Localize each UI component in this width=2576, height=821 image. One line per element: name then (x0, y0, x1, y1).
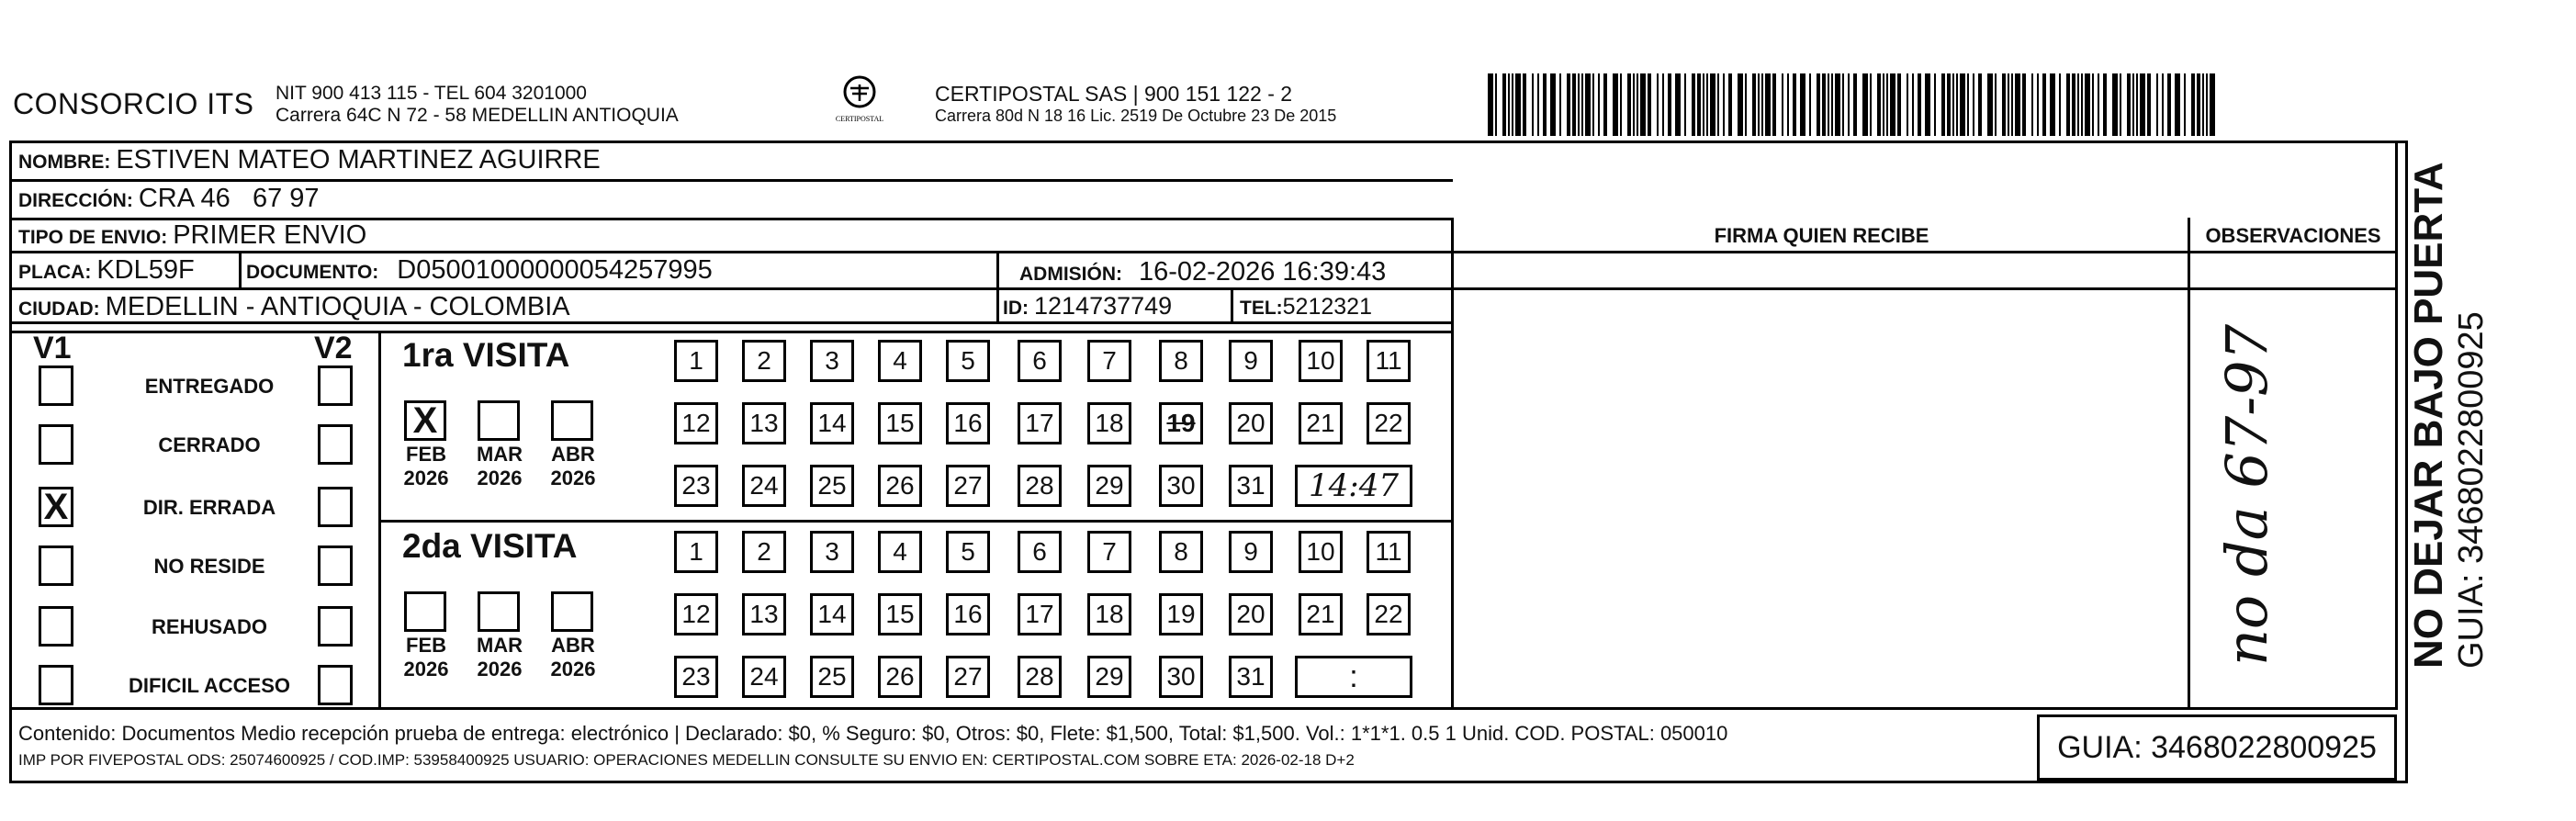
barcode-bar (1640, 73, 1646, 136)
barcode-bar (2042, 73, 2046, 136)
admision-value: 16-02-2026 16:39:43 (1139, 257, 1387, 287)
day-box[interactable]: 4 (878, 340, 922, 382)
v1-header: V1 (33, 331, 72, 366)
id-row (1003, 292, 1172, 321)
v2-checkbox[interactable] (318, 487, 353, 527)
day-box[interactable]: 10 (1299, 531, 1343, 573)
signature-area[interactable] (1456, 253, 2186, 707)
firma-header: FIRMA QUIEN RECIBE (1714, 224, 1929, 247)
documento-label: DOCUMENTO: (246, 262, 379, 283)
day-box[interactable]: 1 (674, 531, 718, 573)
barcode-bar (1752, 73, 1756, 136)
barcode-bar (2127, 73, 2131, 136)
day-box[interactable]: 11 (1367, 340, 1411, 382)
svg-text:CERTIPOSTAL: CERTIPOSTAL (835, 115, 884, 123)
carrier-address: Carrera 80d N 18 16 Lic. 2519 De Octubre 23 De 2015 (935, 107, 1337, 125)
carrier-name: CERTIPOSTAL SAS | 900 151 122 - 2 (935, 82, 1293, 106)
day-box[interactable]: 29 (1087, 465, 1131, 507)
barcode-bar (1532, 73, 1534, 136)
barcode-bar (1488, 73, 1493, 136)
barcode-bar (1692, 73, 1695, 136)
day-box[interactable]: 20 (1229, 593, 1273, 635)
barcode-bar (1567, 73, 1570, 136)
id-label: ID: (1003, 298, 1029, 319)
day-box[interactable]: 21 (1299, 402, 1343, 444)
barcode-bar (1848, 73, 1850, 136)
status-label: ENTREGADO (144, 375, 275, 398)
month-name: MAR (476, 443, 523, 466)
day-box[interactable]: 18 (1087, 593, 1131, 635)
barcode-bar (1728, 73, 1732, 136)
barcode-bar (1758, 73, 1760, 136)
day-box[interactable]: 24 (742, 465, 786, 507)
v2-checkbox[interactable] (318, 424, 353, 465)
day-box[interactable]: 12 (674, 593, 718, 635)
barcode-bar (2081, 73, 2083, 136)
barcode (1488, 73, 2222, 136)
barcode-bar (1822, 73, 1826, 136)
barcode-bar (1907, 73, 1908, 136)
visit-time[interactable]: 14:47 (1295, 465, 1412, 507)
barcode-bar (1995, 73, 1997, 136)
v2-checkbox[interactable] (318, 366, 353, 406)
status-label: REHUSADO (152, 615, 267, 638)
barcode-bar (1537, 73, 1539, 136)
barcode-bar (1502, 73, 1506, 136)
day-box[interactable]: 3 (810, 531, 854, 573)
day-box[interactable]: 29 (1087, 656, 1131, 698)
nombre-label: NOMBRE: (18, 152, 111, 173)
day-box[interactable]: 23 (674, 465, 718, 507)
day-box[interactable]: 21 (1299, 593, 1343, 635)
barcode-bar (1973, 73, 1974, 136)
documento-row (246, 255, 713, 286)
barcode-bar (2072, 73, 2075, 136)
barcode-bar (1817, 73, 1820, 136)
barcode-bar (1912, 73, 1914, 136)
admision-row (1019, 257, 1386, 287)
barcode-bar (1523, 73, 1526, 136)
day-box[interactable]: 6 (1018, 340, 1062, 382)
day-box[interactable]: 1 (674, 340, 718, 382)
v1-checkbox[interactable] (39, 606, 73, 647)
barcode-bar (1987, 73, 1993, 136)
barcode-bar (1853, 73, 1857, 136)
month-year: 2026 (403, 467, 449, 489)
day-box[interactable]: 6 (1018, 531, 1062, 573)
day-box[interactable]: 7 (1087, 531, 1131, 573)
barcode-bar (2210, 73, 2215, 136)
day-box[interactable]: 13 (742, 402, 786, 444)
day-box[interactable]: 22 (1367, 402, 1411, 444)
barcode-bar (1897, 73, 1901, 136)
tel-value: 5212321 (1282, 294, 1372, 320)
side-panel (2406, 162, 2492, 669)
month-year: 2026 (477, 658, 523, 680)
barcode-bar (1793, 73, 1796, 136)
company-nit: NIT 900 413 115 - TEL 604 3201000 (276, 83, 587, 104)
barcode-bar (1952, 73, 1954, 136)
footer-contents: Contenido: Documentos Medio recepción prueba de entrega: electrónico | Declarado: $0, % Seguro: $0, Otros: $0, Flete: $1,500, Total: $1,500. Vol.: 1*1*1. 0.5 1 Unid. COD. POSTAL: 050010 (18, 722, 1728, 745)
v1-checkbox[interactable] (39, 545, 73, 586)
barcode-bar (1723, 73, 1725, 136)
day-box[interactable]: 16 (946, 402, 990, 444)
barcode-bar (1717, 73, 1719, 136)
v1-checkbox[interactable] (39, 424, 73, 465)
barcode-bar (1877, 73, 1881, 136)
v1-checkbox[interactable] (39, 366, 73, 406)
v1-checkbox[interactable]: X (39, 487, 73, 527)
documento-value: D05001000000054257995 (397, 255, 713, 285)
month-label (389, 443, 463, 490)
barcode-bar (1886, 73, 1888, 136)
day-box[interactable]: 11 (1367, 531, 1411, 573)
barcode-bar (1675, 73, 1681, 136)
month-checkbox[interactable]: X (404, 400, 446, 441)
month-year: 2026 (477, 467, 523, 489)
day-box[interactable]: 14 (810, 402, 854, 444)
barcode-bar (1592, 73, 1594, 136)
day-box[interactable]: 9 (1229, 531, 1273, 573)
barcode-bar (1620, 73, 1622, 136)
barcode-bar (2015, 73, 2020, 136)
barcode-bar (1828, 73, 1829, 136)
day-box[interactable]: 10 (1299, 340, 1343, 382)
placa-label: PLACA: (18, 262, 92, 283)
barcode-bar (2050, 73, 2055, 136)
barcode-bar (1508, 73, 1510, 136)
barcode-bar (2031, 73, 2033, 136)
barcode-bar (2167, 73, 2171, 136)
day-box[interactable]: 20 (1229, 402, 1273, 444)
barcode-bar (1772, 73, 1776, 136)
month-name: MAR (476, 634, 523, 657)
no-dejar-warning: NO DEJAR BAJO PUERTA (2406, 162, 2451, 669)
day-box[interactable]: 28 (1018, 465, 1062, 507)
day-box[interactable]: 19 (1159, 593, 1203, 635)
barcode-bar (1637, 73, 1638, 136)
tipo-value: PRIMER ENVIO (173, 220, 367, 250)
barcode-bar (2092, 73, 2094, 136)
barcode-bar (2098, 73, 2099, 136)
day-box[interactable]: 8 (1159, 531, 1203, 573)
barcode-bar (2059, 73, 2061, 136)
observaciones-handwritten: no da 67-97 (2213, 323, 2280, 666)
barcode-bar (1967, 73, 1969, 136)
ciudad-value: MEDELLIN - ANTIOQUIA - COLOMBIA (105, 292, 570, 321)
barcode-bar (1738, 73, 1743, 136)
company-name: CONSORCIO ITS (13, 87, 254, 120)
barcode-bar (1787, 73, 1789, 136)
month-name: ABR (551, 443, 595, 466)
carrier-info (935, 83, 1336, 127)
barcode-bar (2162, 73, 2164, 136)
barcode-bar (1613, 73, 1618, 136)
barcode-bar (1515, 73, 1521, 136)
month-name: ABR (551, 634, 595, 657)
month-name: FEB (406, 443, 446, 466)
day-box[interactable]: 9 (1229, 340, 1273, 382)
month-year: 2026 (550, 658, 596, 680)
month-label (536, 634, 610, 681)
day-box[interactable]: 15 (878, 593, 922, 635)
nombre-value: ESTIVEN MATEO MARTINEZ AGUIRRE (116, 145, 601, 174)
barcode-bar (1559, 73, 1561, 136)
day-box[interactable]: 30 (1159, 465, 1203, 507)
month-label (389, 634, 463, 681)
barcode-bar (1765, 73, 1771, 136)
day-box[interactable]: 28 (1018, 656, 1062, 698)
barcode-bar (2175, 73, 2180, 136)
barcode-bar (1668, 73, 1671, 136)
day-box[interactable]: 27 (946, 465, 990, 507)
day-box[interactable]: 5 (946, 340, 990, 382)
day-box[interactable]: 2 (742, 340, 786, 382)
barcode-bar (1941, 73, 1945, 136)
tipo-label: TIPO DE ENVIO: (18, 227, 168, 248)
barcode-bar (1581, 73, 1583, 136)
barcode-bar (1578, 73, 1580, 136)
day-box[interactable]: 13 (742, 593, 786, 635)
barcode-bar (2197, 73, 2200, 136)
barcode-bar (1831, 73, 1833, 136)
v2-checkbox[interactable] (318, 545, 353, 586)
barcode-bar (2156, 73, 2158, 136)
tipo-row (18, 220, 366, 251)
month-checkbox[interactable] (478, 591, 520, 632)
barcode-bar (2011, 73, 2013, 136)
barcode-bar (2066, 73, 2070, 136)
barcode-bar (2085, 73, 2090, 136)
barcode-bar (1842, 73, 1844, 136)
barcode-bar (1603, 73, 1607, 136)
day-box[interactable]: 16 (946, 593, 990, 635)
v2-checkbox[interactable] (318, 606, 353, 647)
status-label: DIR. ERRADA (142, 496, 276, 519)
barcode-bar (1862, 73, 1868, 136)
side-guia: GUIA: 3468022800925 (2452, 311, 2491, 669)
barcode-bar (2112, 73, 2118, 136)
direccion-value: CRA 46 67 97 (138, 184, 320, 213)
day-box[interactable]: 25 (810, 465, 854, 507)
barcode-bar (1978, 73, 1982, 136)
barcode-bar (1543, 73, 1547, 136)
barcode-bar (1572, 73, 1576, 136)
day-box[interactable]: 23 (674, 656, 718, 698)
barcode-bar (1925, 73, 1930, 136)
month-checkbox[interactable] (551, 591, 593, 632)
day-box[interactable]: 8 (1159, 340, 1203, 382)
nombre-row (18, 145, 601, 175)
day-box[interactable]: 15 (878, 402, 922, 444)
company-info (276, 83, 679, 127)
barcode-bar (1662, 73, 1664, 136)
barcode-bar (1890, 73, 1895, 136)
month-name: FEB (406, 634, 446, 657)
day-box[interactable]: 25 (810, 656, 854, 698)
barcode-bar (1648, 73, 1651, 136)
barcode-bar (1706, 73, 1708, 136)
barcode-bar (2136, 73, 2138, 136)
visit-title: 1ra VISITA (402, 336, 570, 374)
day-box[interactable]: 31 (1229, 465, 1273, 507)
month-checkbox[interactable] (551, 400, 593, 441)
visit-title: 2da VISITA (402, 527, 578, 565)
barcode-bar (2140, 73, 2145, 136)
status-label: CERRADO (158, 433, 261, 456)
barcode-bar (2191, 73, 2195, 136)
month-label (463, 634, 536, 681)
barcode-bar (1633, 73, 1635, 136)
day-box[interactable]: 30 (1159, 656, 1203, 698)
placa-value: KDL59F (96, 255, 195, 285)
barcode-bar (2103, 73, 2107, 136)
barcode-bar (1703, 73, 1704, 136)
barcode-bar (1495, 73, 1497, 136)
month-checkbox[interactable] (404, 591, 446, 632)
month-label (536, 443, 610, 490)
barcode-bar (1550, 73, 1556, 136)
day-box[interactable]: 4 (878, 531, 922, 573)
ciudad-row (18, 292, 570, 322)
day-box[interactable]: 27 (946, 656, 990, 698)
day-box[interactable]: 24 (742, 656, 786, 698)
status-label: DIFICIL ACCESO (128, 674, 290, 697)
barcode-bar (1918, 73, 1921, 136)
barcode-bar (1598, 73, 1600, 136)
visit-time[interactable]: : (1295, 656, 1412, 698)
month-year: 2026 (403, 658, 449, 680)
day-box[interactable]: 3 (810, 340, 854, 382)
tel-row (1240, 294, 1372, 321)
barcode-bar (2037, 73, 2039, 136)
tel-label: TEL: (1240, 298, 1283, 319)
barcode-bar (1934, 73, 1936, 136)
direccion-row (18, 184, 320, 214)
barcode-bar (1809, 73, 1811, 136)
barcode-bar (1710, 73, 1715, 136)
barcode-bar (1585, 73, 1591, 136)
guia-number: GUIA: 3468022800925 (2037, 714, 2397, 781)
status-label: NO RESIDE (153, 555, 265, 578)
barcode-bar (1512, 73, 1513, 136)
day-box[interactable]: 31 (1229, 656, 1273, 698)
day-box[interactable]: 26 (878, 656, 922, 698)
barcode-bar (1960, 73, 1965, 136)
barcode-bar (2077, 73, 2079, 136)
barcode-bar (2022, 73, 2026, 136)
id-value: 1214737749 (1034, 292, 1173, 320)
barcode-bar (1697, 73, 1701, 136)
month-year: 2026 (550, 467, 596, 489)
v2-header: V2 (314, 331, 353, 366)
barcode-bar (2120, 73, 2121, 136)
certipostal-logo (834, 73, 885, 129)
month-checkbox[interactable] (478, 400, 520, 441)
day-box[interactable]: 14 (810, 593, 854, 635)
day-box[interactable]: 17 (1018, 593, 1062, 635)
barcode-bar (1883, 73, 1884, 136)
v2-checkbox[interactable] (318, 665, 353, 705)
day-box[interactable]: 5 (946, 531, 990, 573)
day-box[interactable]: 22 (1367, 593, 1411, 635)
barcode-bar (2147, 73, 2151, 136)
barcode-bar (1947, 73, 1951, 136)
barcode-bar (1835, 73, 1840, 136)
day-box[interactable]: 18 (1087, 402, 1131, 444)
footer-print-info: IMP POR FIVEPOSTAL ODS: 25074600925 / COD.IMP: 53958400925 USUARIO: OPERACIONES MEDELLIN CONSULTE SU ENVIO EN: CERTIPOSTAL.COM SOBRE ETA: 2026-02-18 D+2 (18, 751, 1355, 769)
barcode-bar (1627, 73, 1631, 136)
barcode-bar (2184, 73, 2186, 136)
observaciones-header: OBSERVACIONES (2205, 224, 2381, 247)
barcode-bar (1684, 73, 1686, 136)
barcode-bar (1761, 73, 1763, 136)
barcode-bar (2202, 73, 2204, 136)
barcode-bar (1870, 73, 1872, 136)
day-box[interactable]: 7 (1087, 340, 1131, 382)
barcode-bar (2008, 73, 2009, 136)
barcode-bar (1782, 73, 1783, 136)
barcode-bar (2002, 73, 2006, 136)
admision-label: ADMISIÓN: (1019, 264, 1122, 285)
day-box[interactable]: 2 (742, 531, 786, 573)
company-address: Carrera 64C N 72 - 58 MEDELLIN ANTIOQUIA (276, 105, 679, 126)
barcode-bar (1956, 73, 1958, 136)
day-box[interactable]: 17 (1018, 402, 1062, 444)
barcode-bar (2206, 73, 2208, 136)
placa-row (18, 255, 195, 286)
day-box[interactable]: 26 (878, 465, 922, 507)
v1-checkbox[interactable] (39, 665, 73, 705)
month-label (463, 443, 536, 490)
barcode-bar (1657, 73, 1659, 136)
barcode-bar (2132, 73, 2134, 136)
day-box[interactable]: 19 (1159, 402, 1203, 444)
ciudad-label: CIUDAD: (18, 298, 100, 320)
direccion-label: DIRECCIÓN: (18, 190, 133, 211)
day-box[interactable]: 12 (674, 402, 718, 444)
barcode-bar (1800, 73, 1805, 136)
barcode-bar (1745, 73, 1747, 136)
